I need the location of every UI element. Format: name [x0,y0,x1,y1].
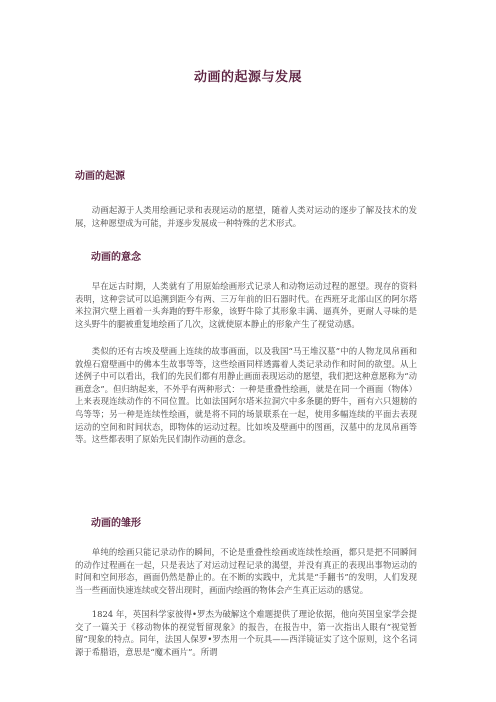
paragraph-prototype-2: 1824 年，英国科学家彼得•罗杰为破解这个难题提供了理论依据，他向英国皇家学会提交了一篇关于《移动物体的视觉暂留现象》的报告，在报告中，第一次指出人眼有“视觉暂留”现象的特点。同年，法国人保罗•罗杰用一个玩具——西洋镜证实了这个原则，这个名词源于希腊语，意思是“魔术画片”。所谓 [75,609,417,657]
section-heading-prototype: 动画的雏形 [91,518,141,529]
paragraph-prototype-1: 单纯的绘画只能记录动作的瞬间，不论是重叠性绘画或连续性绘画，都只是把不同瞬间的动作过程画在一起，只是表达了对运动过程记录的渴望，并没有真正的表现出事物运动的时间和空间形态，画面仍然是静止的。在不断的实践中，尤其是“手翻书”的发明，人们发现当一些画面快速连续或交替出现时，画面内绘画的物体会产生真正运动的感觉。 [75,547,417,595]
paragraph-concept-2: 类似的还有古埃及壁画上连续的故事画面，以及我国“马王堆汉墓”中的人物龙凤帛画和敦煌石窟壁画中的佛本生故事等等，这些绘画同样透露着人类记录动作和时间的欲望。从上述例子中可以看出，我们的先民们都有用静止画面表现运动的愿望，我们把这种意愿称为“动画意念”。但归纳起来，不外乎有两种形式：一种是重叠性绘画，就是在同一个画面（物体）上来表现连续动作的不同位置。比如法国阿尔塔米拉洞穴中多条腿的野牛，画有六只翅膀的鸟等等；另一种是连续性绘画，就是将不同的场景联系在一起，使用多幅连续的平面去表现运动的空间和时间状态，即物体的运动过程。比如埃及壁画中的图画，汉墓中的龙凤帛画等等。这些都表明了原始先民们制作动画的意念。 [75,346,417,445]
page-title: 动画的起源与发展 [193,70,302,85]
paragraph-origin: 动画起源于人类用绘画记录和表现运动的愿望，随着人类对运动的逐步了解及技术的发展，这种愿望成为可能，并逐步发展成一种特殊的艺术形式。 [75,205,417,228]
section-heading-concept: 动画的意念 [91,252,141,263]
paragraph-concept-1: 早在远古时期，人类就有了用原始绘画形式记录人和动物运动过程的愿望。现存的资料表明，这种尝试可以追溯到距今有两、三万年前的旧石器时代。在西班牙北部山区的阿尔塔米拉洞穴壁上画着一头奔跑的野牛形象，该野牛除了其形象丰满、逼真外，更耐人寻味的是这头野牛的腿被重复地绘画了几次，这就使原本静止的形象产生了视觉动感。 [75,281,417,329]
section-heading-origin: 动画的起源 [75,171,125,182]
